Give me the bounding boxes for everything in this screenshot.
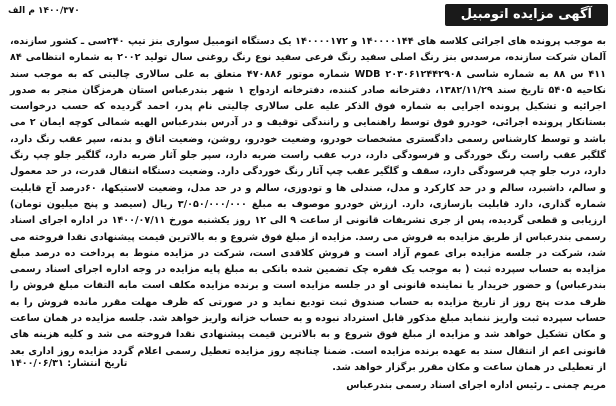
reference-number: ۱۴۰۰/۳۷۰ م الف [8, 6, 80, 16]
publish-date: تاریخ انتشار: ۱۴۰۰/۰۶/۳۱ [10, 358, 128, 369]
notice-title: آگهی مزایده اتومبیل [445, 4, 608, 26]
signature-line: مریم چمنی ـ رئیس اداره اجرای اسناد رسمی بندرعباس [346, 380, 606, 391]
notice-body: به موجب پرونده های اجرائی کلاسه های ۱۴۰۰۰۰۱۴۴ و ۱۴۰۰۰۰۱۷۲ یک دستگاه اتومبیل سواری بنز تیپ ۲۴۰سی ـ کشور سازنده، آلمان شرکت سازنده، مرسدس بنز رنگ اصلی سفید رنگ فرعی سفید نوع رنگ روغنی سال تولید ۲۰۰۲ به شماره انتظامی ۸۴ ۴۱۱ س ۸۸ به شماره شاسی ۲۰۳۰۶۱۲۴۴۲۹۰۸ WDB شماره موتور ۴۷۰۸۸۶ متعلق به علی سالاری چالیتی که به موجب سند نکاحیه ۵۴۰۵ تاریخ سند ۱۳۸۲/۱۱/۲۹، دفترخانه صادر کننده، دفترخانه ازدواج ۱ شهر بندرعباس استان هرمزگان منجر به صدور اجرائیه و تشکیل پرونده اجرایی به شماره فوق الذکر علیه علی سالاری چالیتی نام پدر، احمد گردیده که حسب درخواست بستانکار پرونده اجرائی، خودرو فوق توسط راهنمایی و رانندگی توقیف و در آدرس بندرعباس الهیه شمالی کوچه ایمان ۲ می باشد و توسط کارشناس رسمی دادگستری مشخصات خودرو، وضعیت خودرو، روشن، وضعیت اتاق و بدنه، سپر عقب رنگ دارد، گلگیر عقب راست رنگ خوردگی و فرسودگی دارد، درب عقب راست ضربه دارد، سپر جلو آثار ضربه دارد، گلگیر جلو چپ رنگ دارد، درب جلو چپ فرسودگی دارد، سقف و گلگیر عقب چپ آثار رنگ خوردگی دارد. وضعیت دستگاه انتقال قدرت، در حد معمول و سالم، داشبرد، سالم و در حد کارکرد و مدل، صندلی ها و تودوزی، سالم و در حد مدل، وضعیت لاستیکها، ۶۰درصد آج قابلیت شماره گذاری، دارد قابلیت بازسازی، دارد. ارزش خودرو موصوف به مبلغ ۳/۰۵۰/۰۰۰/۰۰۰ ریال (سیصد و پنج میلیون تومان) ارزیابی و قطعی گردیده، پس از جری تشریفات قانونی از ساعت ۹ الی ۱۲ روز یکشنبه مورخ ۱۴۰۰/۰۷/۱۱ در اداره اجرای اسناد رسمی بندرعباس از طریق مزایده به فروش می رسد. مزایده از مبلغ فوق شروع و به بالاترین قیمت پیشنهادی نقدا فروخته می شد، شرکت در جلسه مزایده برای عموم آزاد است و فروش کلاقدی است، شرکت در مزایده منوط به پرداخت ده درصد مبلغ مزایده به حساب سپرده ثبت ( به موجب یک فقره چک تضمین شده بانکی به مبلغ پایه مزایده در وجه اداره اجرای اسناد رسمی بندرعباس) و حضور خریدار یا نماینده قانونی او در جلسه مزایده است و برنده مزایده مکلف است مابه التفات مبلغ فروش را ظرف مدت پنج روز از تاریخ مزایده به حساب صندوق ثبت تودیع نماید و در صورتی که ظرف مهلت مقرر مانده فروش را به حساب سپرده ثبت واریز ننماید مبلغ مذکور قابل استرداد نبوده و به حساب خزانه واریز خواهد شد. جلسه مزایده در همان ساعت و مکان تشکیل خواهد شد و مزایده از مبلغ فوق شروع و به بالاترین قیمت پیشنهادی نقدا فروخته می شد و کلیه هزینه های قانونی اعم از انتقال سند به عهده برنده مزایده است. ضمنا چنانچه روز مزایده تعطیل رسمی اعلام گردد مزایده روز اداری بعد از تعطیلی در همان ساعت و مکان مقرر برگزار خواهد شد. [10, 36, 606, 373]
notice-header [8, 4, 608, 30]
